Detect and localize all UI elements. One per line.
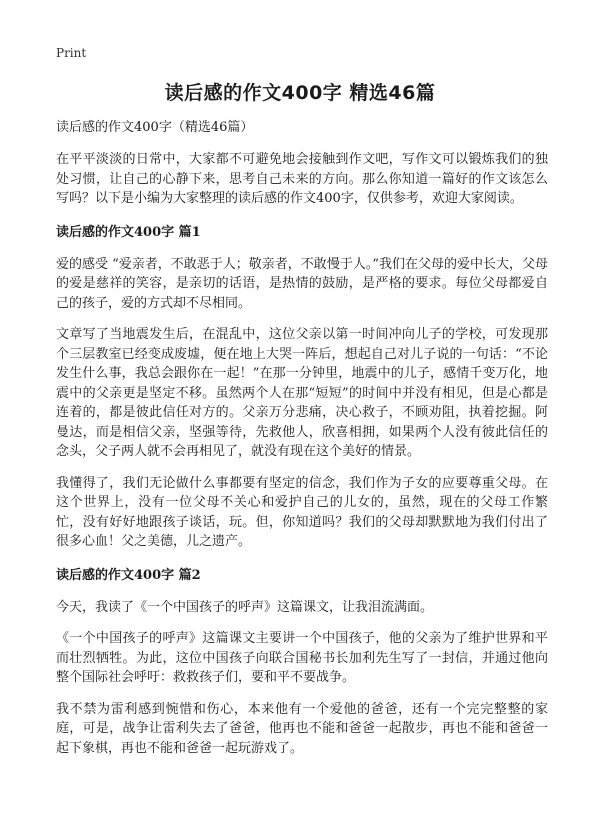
print-link[interactable]: Print [56, 46, 87, 60]
section-2-paragraph-3: 我不禁为雷利感到惋惜和伤心，本来他有一个爱他的爸爸，还有一个完完整整的家庭，可是，战争让雷利失去了爸爸，他再也不能和爸爸一起散步，再也不能和爸爸一起下象棋，再也不能和爸爸一起玩游戏了。 [56, 701, 548, 756]
section-2 [56, 566, 548, 759]
section-1-paragraph-2: 文章写了当地震发生后，在混乱中，这位父亲以第一时间冲向儿子的学校，可发现那个三层教室已经变成废墟，便在地上大哭一阵后，想起自己对儿子说的一句话：“不论发生什么事，我总会跟你在一起！”在那一分钟里，地震中的儿子，感情千变万化，地震中的父亲更是坚定不移。虽然两个人在那“短短”的时间中并没有相见，但是心都是连着的，都是彼此信任对方的。父亲万分悲痛，决心救子，不顾劝阻，执着挖掘。阿曼达，而是相信父亲，坚强等待，先救他人，欣喜相拥，如果两个人没有彼此信任的念头，父子两人就不会再相见了，就没有现在这个美好的情景。 [56, 327, 548, 459]
section-heading: 读后感的作文400字 篇2 [56, 567, 201, 583]
intro-paragraph: 在平平淡淡的日常中，大家都不可避免地会接触到作文吧，写作文可以锻炼我们的独处习惯，让自己的心静下来，思考自己未来的方向。那么你知道一篇好的作文该怎么写吗？以下是小编为大家整理的读后感的作文400字，仅供参考，欢迎大家阅读。 [56, 152, 548, 206]
section-2-paragraph-1: 今天，我读了《一个中国孩子的呼声》这篇课文，让我泪流满面。 [56, 599, 434, 615]
section-1-paragraph-3: 我懂得了，我们无论做什么事都要有坚定的信念，我们作为子女的应要尊重父母。在这个世界上，没有一位父母不关心和爱护自己的儿女的，虽然，现在的父母工作繁忙，没有好好地跟孩子谈话，玩。但，你知道吗？我们的父母却默默地为我们付出了很多心血！父之美德，儿之遗产。 [56, 475, 548, 549]
section-1 [56, 223, 548, 552]
section-2-paragraph-2: 《一个中国孩子的呼声》这篇课文主要讲一个中国孩子，他的父亲为了维护世界和平而壮烈牺牲。为此，这位中国孩子向联合国秘书长加利先生写了一封信，并通过他向整个国际社会呼吁：救救孩子们，要和平不要战争。 [56, 631, 548, 685]
article-subtitle: 读后感的作文400字（精选46篇） [56, 120, 254, 135]
section-1-paragraph-1: 爱的感受 “爱亲者，不敢恶于人；敬亲者，不敢慢于人。”我们在父母的爱中长大，父母的爱是慈祥的笑容，是亲切的话语，是热情的鼓励，是严格的要求。每位父母都爱自己的孩子，爱的方式却不尽相同。 [56, 256, 548, 311]
article-body [56, 118, 548, 770]
page-title: 读后感的作文400字 精选46篇 [164, 82, 436, 104]
section-heading: 读后感的作文400字 篇1 [56, 224, 201, 240]
